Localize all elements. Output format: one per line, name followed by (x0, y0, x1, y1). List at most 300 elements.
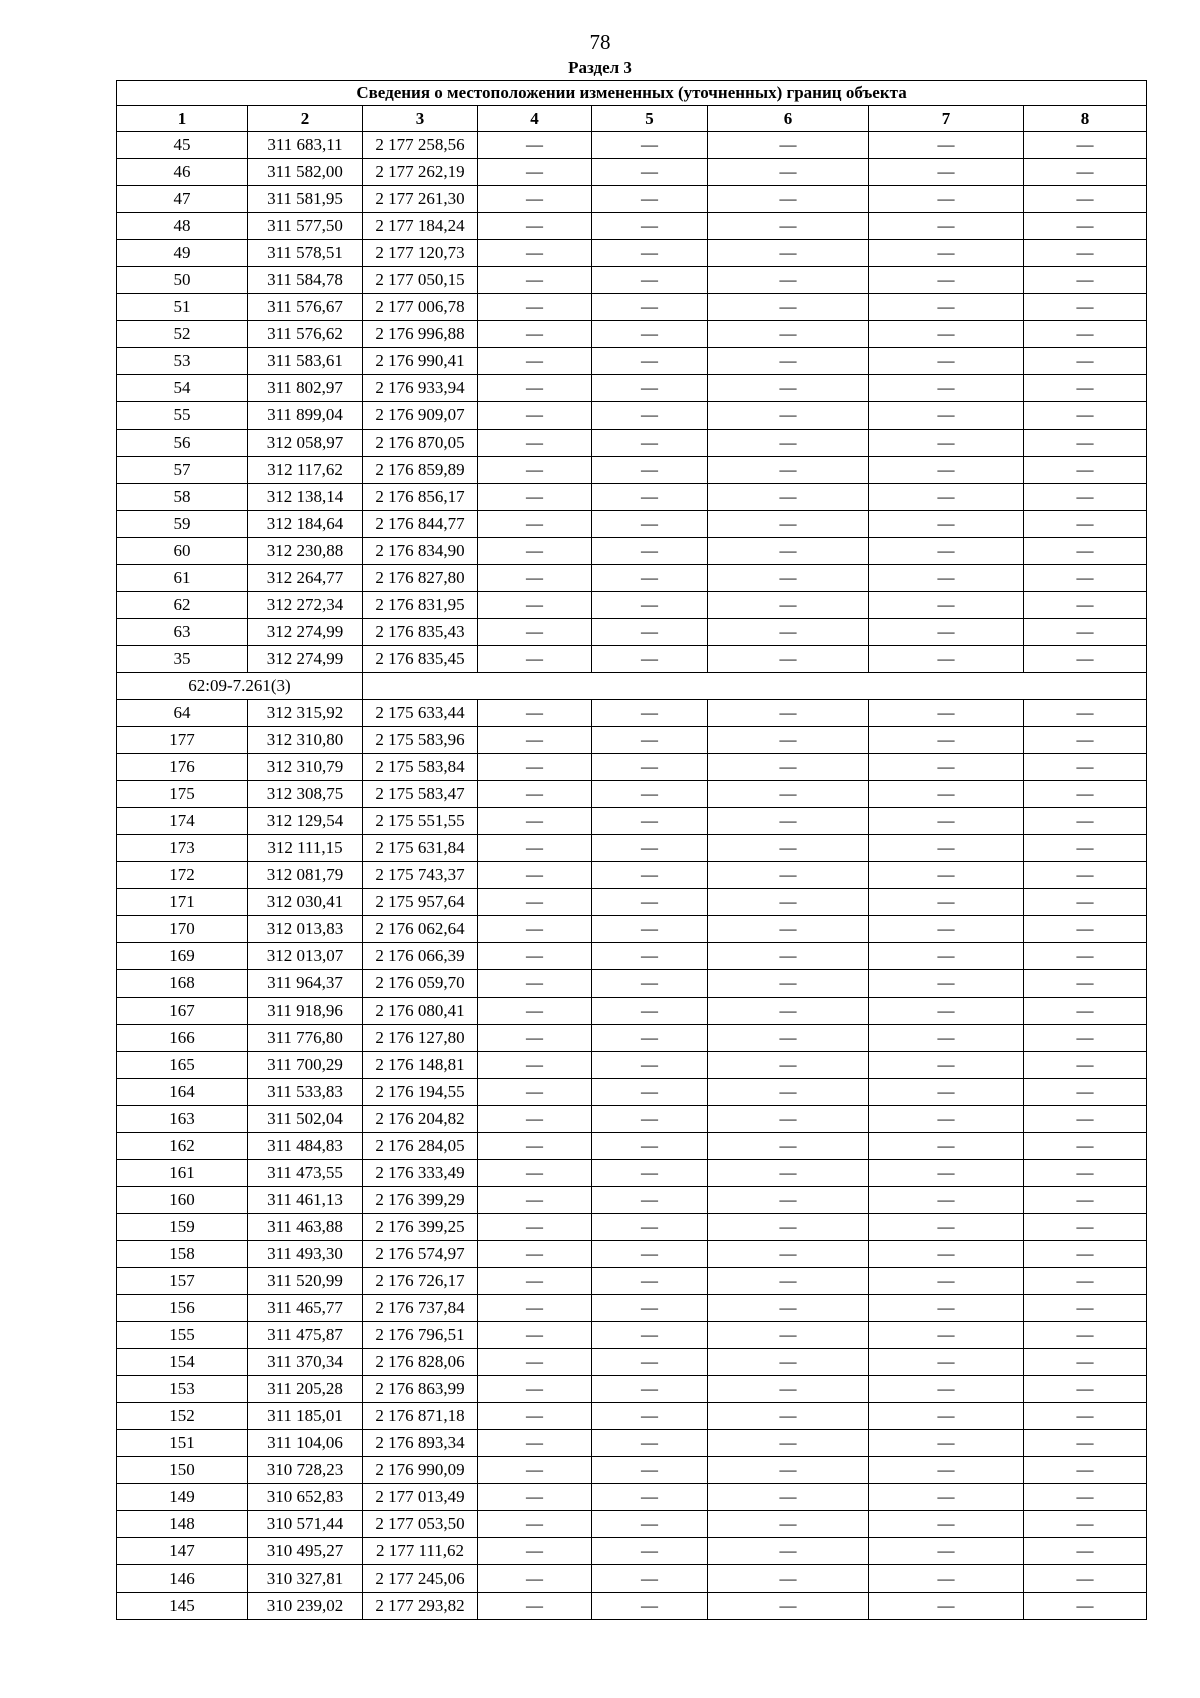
y-coordinate-cell: 2 176 835,43 (363, 618, 478, 645)
empty-value-dash: — (708, 375, 869, 402)
point-number-cell: 149 (117, 1484, 248, 1511)
empty-value-dash: — (708, 754, 869, 781)
empty-value-dash: — (1024, 781, 1147, 808)
y-coordinate-cell: 2 177 258,56 (363, 132, 478, 159)
x-coordinate-cell: 310 327,81 (248, 1565, 363, 1592)
empty-value-dash: — (869, 267, 1024, 294)
empty-value-dash: — (478, 1186, 592, 1213)
x-coordinate-cell: 311 899,04 (248, 402, 363, 429)
empty-value-dash: — (708, 997, 869, 1024)
empty-value-dash: — (478, 1511, 592, 1538)
table-row (117, 402, 1147, 429)
empty-value-dash: — (1024, 889, 1147, 916)
x-coordinate-cell: 311 700,29 (248, 1051, 363, 1078)
empty-value-dash: — (1024, 699, 1147, 726)
empty-value-dash: — (1024, 321, 1147, 348)
table-row (117, 1430, 1147, 1457)
empty-value-dash: — (869, 159, 1024, 186)
empty-value-dash: — (478, 1538, 592, 1565)
empty-value-dash: — (592, 456, 708, 483)
point-number-cell: 158 (117, 1240, 248, 1267)
x-coordinate-cell: 311 582,00 (248, 159, 363, 186)
empty-value-dash: — (1024, 159, 1147, 186)
empty-value-dash: — (478, 213, 592, 240)
empty-value-dash: — (592, 645, 708, 672)
empty-value-dash: — (708, 348, 869, 375)
point-number-cell: 170 (117, 916, 248, 943)
empty-value-dash: — (1024, 1592, 1147, 1619)
y-coordinate-cell: 2 177 120,73 (363, 240, 478, 267)
point-number-cell: 162 (117, 1132, 248, 1159)
empty-value-dash: — (708, 781, 869, 808)
empty-value-dash: — (1024, 727, 1147, 754)
y-coordinate-cell: 2 176 909,07 (363, 402, 478, 429)
y-coordinate-cell: 2 176 834,90 (363, 537, 478, 564)
point-number-cell: 58 (117, 483, 248, 510)
point-number-cell: 171 (117, 889, 248, 916)
table-row (117, 727, 1147, 754)
empty-value-dash: — (1024, 1484, 1147, 1511)
table-row (117, 1538, 1147, 1565)
empty-value-dash: — (478, 1132, 592, 1159)
y-coordinate-cell: 2 176 148,81 (363, 1051, 478, 1078)
point-number-cell: 35 (117, 645, 248, 672)
x-coordinate-cell: 311 683,11 (248, 132, 363, 159)
empty-value-dash: — (708, 618, 869, 645)
empty-value-dash: — (478, 808, 592, 835)
empty-value-dash: — (708, 1403, 869, 1430)
x-coordinate-cell: 311 802,97 (248, 375, 363, 402)
column-header: 2 (248, 106, 363, 132)
table-row (117, 889, 1147, 916)
empty-value-dash: — (1024, 375, 1147, 402)
empty-value-dash: — (869, 1430, 1024, 1457)
point-number-cell: 151 (117, 1430, 248, 1457)
empty-value-dash: — (869, 537, 1024, 564)
empty-value-dash: — (592, 1213, 708, 1240)
empty-value-dash: — (869, 997, 1024, 1024)
table-row (117, 970, 1147, 997)
y-coordinate-cell: 2 176 871,18 (363, 1403, 478, 1430)
x-coordinate-cell: 311 583,61 (248, 348, 363, 375)
empty-value-dash: — (869, 294, 1024, 321)
empty-value-dash: — (708, 132, 869, 159)
empty-value-dash: — (708, 916, 869, 943)
y-coordinate-cell: 2 176 831,95 (363, 591, 478, 618)
x-coordinate-cell: 311 577,50 (248, 213, 363, 240)
point-number-cell: 53 (117, 348, 248, 375)
y-coordinate-cell: 2 176 062,64 (363, 916, 478, 943)
table-row (117, 835, 1147, 862)
empty-value-dash: — (592, 483, 708, 510)
table-row (117, 1105, 1147, 1132)
column-header: 3 (363, 106, 478, 132)
empty-value-dash: — (869, 1267, 1024, 1294)
empty-value-dash: — (708, 1078, 869, 1105)
empty-value-dash: — (708, 1186, 869, 1213)
y-coordinate-cell: 2 175 583,96 (363, 727, 478, 754)
x-coordinate-cell: 310 495,27 (248, 1538, 363, 1565)
empty-value-dash: — (708, 564, 869, 591)
x-coordinate-cell: 310 728,23 (248, 1457, 363, 1484)
table-row (117, 348, 1147, 375)
empty-value-dash: — (592, 1051, 708, 1078)
empty-value-dash: — (478, 564, 592, 591)
empty-value-dash: — (478, 1213, 592, 1240)
empty-value-dash: — (708, 889, 869, 916)
empty-value-dash: — (1024, 1159, 1147, 1186)
table-row (117, 1186, 1147, 1213)
empty-value-dash: — (592, 1565, 708, 1592)
table-row (117, 699, 1147, 726)
empty-value-dash: — (869, 483, 1024, 510)
empty-value-dash: — (869, 835, 1024, 862)
empty-value-dash: — (1024, 862, 1147, 889)
table-row (117, 1511, 1147, 1538)
empty-value-dash: — (1024, 1267, 1147, 1294)
empty-value-dash: — (708, 645, 869, 672)
y-coordinate-cell: 2 175 957,64 (363, 889, 478, 916)
empty-value-dash: — (592, 1403, 708, 1430)
table-row (117, 1592, 1147, 1619)
coordinates-table (116, 80, 1147, 1620)
empty-value-dash: — (1024, 429, 1147, 456)
empty-value-dash: — (708, 943, 869, 970)
empty-value-dash: — (592, 1484, 708, 1511)
x-coordinate-cell: 311 370,34 (248, 1349, 363, 1376)
section-title: Раздел 3 (568, 58, 632, 77)
empty-value-dash: — (708, 186, 869, 213)
x-coordinate-cell: 312 315,92 (248, 699, 363, 726)
empty-value-dash: — (592, 1511, 708, 1538)
empty-value-dash: — (708, 1538, 869, 1565)
table-row (117, 132, 1147, 159)
empty-value-dash: — (478, 1322, 592, 1349)
table-row (117, 429, 1147, 456)
empty-value-dash: — (708, 321, 869, 348)
empty-value-dash: — (869, 240, 1024, 267)
empty-value-dash: — (708, 1295, 869, 1322)
table-row (117, 862, 1147, 889)
empty-value-dash: — (478, 916, 592, 943)
empty-value-dash: — (592, 159, 708, 186)
empty-value-dash: — (478, 159, 592, 186)
point-number-cell: 61 (117, 564, 248, 591)
table-row (117, 1132, 1147, 1159)
empty-value-dash: — (869, 1565, 1024, 1592)
y-coordinate-cell: 2 176 399,25 (363, 1213, 478, 1240)
empty-value-dash: — (1024, 1186, 1147, 1213)
table-row (117, 240, 1147, 267)
table-body (117, 132, 1147, 1620)
x-coordinate-cell: 312 013,07 (248, 943, 363, 970)
x-coordinate-cell: 310 652,83 (248, 1484, 363, 1511)
x-coordinate-cell: 311 520,99 (248, 1267, 363, 1294)
table-row (117, 213, 1147, 240)
x-coordinate-cell: 311 475,87 (248, 1322, 363, 1349)
point-number-cell: 59 (117, 510, 248, 537)
point-number-cell: 148 (117, 1511, 248, 1538)
empty-value-dash: — (708, 699, 869, 726)
empty-value-dash: — (869, 213, 1024, 240)
empty-value-dash: — (592, 321, 708, 348)
empty-value-dash: — (478, 997, 592, 1024)
y-coordinate-cell: 2 176 204,82 (363, 1105, 478, 1132)
column-header-row (117, 106, 1147, 132)
empty-value-dash: — (1024, 1349, 1147, 1376)
empty-value-dash: — (869, 943, 1024, 970)
empty-value-dash: — (708, 1240, 869, 1267)
x-coordinate-cell: 310 571,44 (248, 1511, 363, 1538)
table-row (117, 1376, 1147, 1403)
point-number-cell: 63 (117, 618, 248, 645)
y-coordinate-cell: 2 176 726,17 (363, 1267, 478, 1294)
table-row (117, 375, 1147, 402)
empty-value-dash: — (478, 456, 592, 483)
empty-value-dash: — (1024, 294, 1147, 321)
empty-value-dash: — (1024, 213, 1147, 240)
empty-value-dash: — (592, 862, 708, 889)
empty-value-dash: — (1024, 1403, 1147, 1430)
y-coordinate-cell: 2 176 127,80 (363, 1024, 478, 1051)
table-caption: Сведения о местоположении измененных (уточненных) границ объекта (117, 81, 1147, 106)
empty-value-dash: — (869, 564, 1024, 591)
empty-value-dash: — (1024, 1240, 1147, 1267)
point-number-cell: 173 (117, 835, 248, 862)
empty-value-dash: — (478, 1430, 592, 1457)
table-row (117, 294, 1147, 321)
empty-value-dash: — (1024, 564, 1147, 591)
empty-value-dash: — (869, 699, 1024, 726)
empty-value-dash: — (1024, 1565, 1147, 1592)
empty-value-dash: — (1024, 483, 1147, 510)
empty-value-dash: — (478, 1267, 592, 1294)
empty-value-dash: — (592, 781, 708, 808)
point-number-cell: 46 (117, 159, 248, 186)
empty-value-dash: — (869, 1159, 1024, 1186)
empty-value-dash: — (1024, 1051, 1147, 1078)
empty-value-dash: — (592, 375, 708, 402)
y-coordinate-cell: 2 175 743,37 (363, 862, 478, 889)
point-number-cell: 55 (117, 402, 248, 429)
x-coordinate-cell: 312 274,99 (248, 645, 363, 672)
y-coordinate-cell: 2 176 796,51 (363, 1322, 478, 1349)
table-row (117, 510, 1147, 537)
empty-value-dash: — (1024, 1213, 1147, 1240)
empty-value-dash: — (1024, 348, 1147, 375)
y-coordinate-cell: 2 176 828,06 (363, 1349, 478, 1376)
table-row (117, 754, 1147, 781)
x-coordinate-cell: 312 129,54 (248, 808, 363, 835)
empty-value-dash: — (1024, 402, 1147, 429)
empty-value-dash: — (708, 1159, 869, 1186)
y-coordinate-cell: 2 176 863,99 (363, 1376, 478, 1403)
empty-value-dash: — (869, 970, 1024, 997)
empty-value-dash: — (869, 862, 1024, 889)
empty-value-dash: — (708, 294, 869, 321)
y-coordinate-cell: 2 176 284,05 (363, 1132, 478, 1159)
empty-value-dash: — (708, 510, 869, 537)
empty-value-dash: — (592, 537, 708, 564)
empty-value-dash: — (592, 727, 708, 754)
empty-value-dash: — (478, 186, 592, 213)
empty-value-dash: — (869, 402, 1024, 429)
column-header: 7 (869, 106, 1024, 132)
y-coordinate-cell: 2 176 574,97 (363, 1240, 478, 1267)
point-number-cell: 50 (117, 267, 248, 294)
empty-value-dash: — (592, 970, 708, 997)
point-number-cell: 174 (117, 808, 248, 835)
x-coordinate-cell: 312 274,99 (248, 618, 363, 645)
empty-value-dash: — (592, 1132, 708, 1159)
empty-value-dash: — (869, 321, 1024, 348)
empty-value-dash: — (708, 429, 869, 456)
empty-value-dash: — (1024, 240, 1147, 267)
empty-value-dash: — (592, 1105, 708, 1132)
x-coordinate-cell: 312 230,88 (248, 537, 363, 564)
x-coordinate-cell: 312 272,34 (248, 591, 363, 618)
empty-value-dash: — (708, 808, 869, 835)
point-number-cell: 45 (117, 132, 248, 159)
table-row (117, 808, 1147, 835)
empty-value-dash: — (869, 591, 1024, 618)
point-number-cell: 176 (117, 754, 248, 781)
empty-value-dash: — (592, 1430, 708, 1457)
empty-value-dash: — (592, 997, 708, 1024)
table-row (117, 1051, 1147, 1078)
empty-value-dash: — (478, 1349, 592, 1376)
point-number-cell: 150 (117, 1457, 248, 1484)
empty-value-dash: — (478, 943, 592, 970)
table-row (117, 1565, 1147, 1592)
empty-value-dash: — (592, 943, 708, 970)
point-number-cell: 54 (117, 375, 248, 402)
x-coordinate-cell: 312 264,77 (248, 564, 363, 591)
table-row (117, 1484, 1147, 1511)
column-header: 5 (592, 106, 708, 132)
y-coordinate-cell: 2 177 053,50 (363, 1511, 478, 1538)
x-coordinate-cell: 311 465,77 (248, 1295, 363, 1322)
table-row (117, 1159, 1147, 1186)
point-number-cell: 64 (117, 699, 248, 726)
page-number: 78 (589, 30, 611, 54)
empty-value-dash: — (708, 1565, 869, 1592)
empty-value-dash: — (708, 1592, 869, 1619)
empty-value-dash: — (869, 916, 1024, 943)
empty-value-dash: — (478, 294, 592, 321)
point-number-cell: 56 (117, 429, 248, 456)
x-coordinate-cell: 311 578,51 (248, 240, 363, 267)
empty-value-dash: — (869, 1024, 1024, 1051)
table-row (117, 1322, 1147, 1349)
empty-value-dash: — (592, 889, 708, 916)
empty-value-dash: — (708, 1322, 869, 1349)
empty-value-dash: — (1024, 591, 1147, 618)
empty-value-dash: — (869, 1322, 1024, 1349)
empty-value-dash: — (869, 645, 1024, 672)
x-coordinate-cell: 312 308,75 (248, 781, 363, 808)
empty-value-dash: — (869, 186, 1024, 213)
y-coordinate-cell: 2 176 933,94 (363, 375, 478, 402)
x-coordinate-cell: 311 918,96 (248, 997, 363, 1024)
empty-value-dash: — (1024, 1105, 1147, 1132)
empty-value-dash: — (1024, 754, 1147, 781)
column-header: 8 (1024, 106, 1147, 132)
point-number-cell: 146 (117, 1565, 248, 1592)
empty-value-dash: — (1024, 943, 1147, 970)
empty-value-dash: — (592, 916, 708, 943)
empty-value-dash: — (478, 1592, 592, 1619)
empty-value-dash: — (708, 1349, 869, 1376)
empty-value-dash: — (708, 591, 869, 618)
empty-value-dash: — (708, 1132, 869, 1159)
point-number-cell: 166 (117, 1024, 248, 1051)
empty-value-dash: — (869, 1132, 1024, 1159)
empty-value-dash: — (592, 1592, 708, 1619)
empty-value-dash: — (592, 808, 708, 835)
point-number-cell: 152 (117, 1403, 248, 1430)
x-coordinate-cell: 312 013,83 (248, 916, 363, 943)
empty-value-dash: — (869, 808, 1024, 835)
table-row (117, 564, 1147, 591)
empty-value-dash: — (1024, 1078, 1147, 1105)
empty-value-dash: — (592, 1349, 708, 1376)
y-coordinate-cell: 2 176 737,84 (363, 1295, 478, 1322)
empty-value-dash: — (869, 1376, 1024, 1403)
y-coordinate-cell: 2 177 184,24 (363, 213, 478, 240)
point-number-cell: 167 (117, 997, 248, 1024)
empty-value-dash: — (1024, 1538, 1147, 1565)
x-coordinate-cell: 311 484,83 (248, 1132, 363, 1159)
empty-value-dash: — (708, 537, 869, 564)
empty-value-dash: — (708, 1051, 869, 1078)
point-number-cell: 145 (117, 1592, 248, 1619)
y-coordinate-cell: 2 175 631,84 (363, 835, 478, 862)
empty-value-dash: — (592, 213, 708, 240)
table-row (117, 1078, 1147, 1105)
point-number-cell: 160 (117, 1186, 248, 1213)
y-coordinate-cell: 2 176 859,89 (363, 456, 478, 483)
empty-value-dash: — (592, 1295, 708, 1322)
empty-value-dash: — (592, 267, 708, 294)
empty-value-dash: — (592, 1538, 708, 1565)
empty-value-dash: — (478, 1403, 592, 1430)
point-number-cell: 155 (117, 1322, 248, 1349)
point-number-cell: 57 (117, 456, 248, 483)
empty-value-dash: — (478, 1078, 592, 1105)
y-coordinate-cell: 2 176 996,88 (363, 321, 478, 348)
table-row (117, 1267, 1147, 1294)
table-row (117, 159, 1147, 186)
point-number-cell: 147 (117, 1538, 248, 1565)
point-number-cell: 168 (117, 970, 248, 997)
empty-value-dash: — (708, 835, 869, 862)
x-coordinate-cell: 312 081,79 (248, 862, 363, 889)
y-coordinate-cell: 2 175 583,84 (363, 754, 478, 781)
empty-value-dash: — (478, 483, 592, 510)
empty-value-dash: — (478, 1457, 592, 1484)
point-number-cell: 175 (117, 781, 248, 808)
empty-value-dash: — (1024, 970, 1147, 997)
y-coordinate-cell: 2 176 844,77 (363, 510, 478, 537)
empty-value-dash: — (592, 591, 708, 618)
x-coordinate-cell: 311 576,67 (248, 294, 363, 321)
empty-value-dash: — (869, 1403, 1024, 1430)
empty-value-dash: — (592, 294, 708, 321)
point-number-cell: 51 (117, 294, 248, 321)
table-row (117, 186, 1147, 213)
x-coordinate-cell: 312 058,97 (248, 429, 363, 456)
